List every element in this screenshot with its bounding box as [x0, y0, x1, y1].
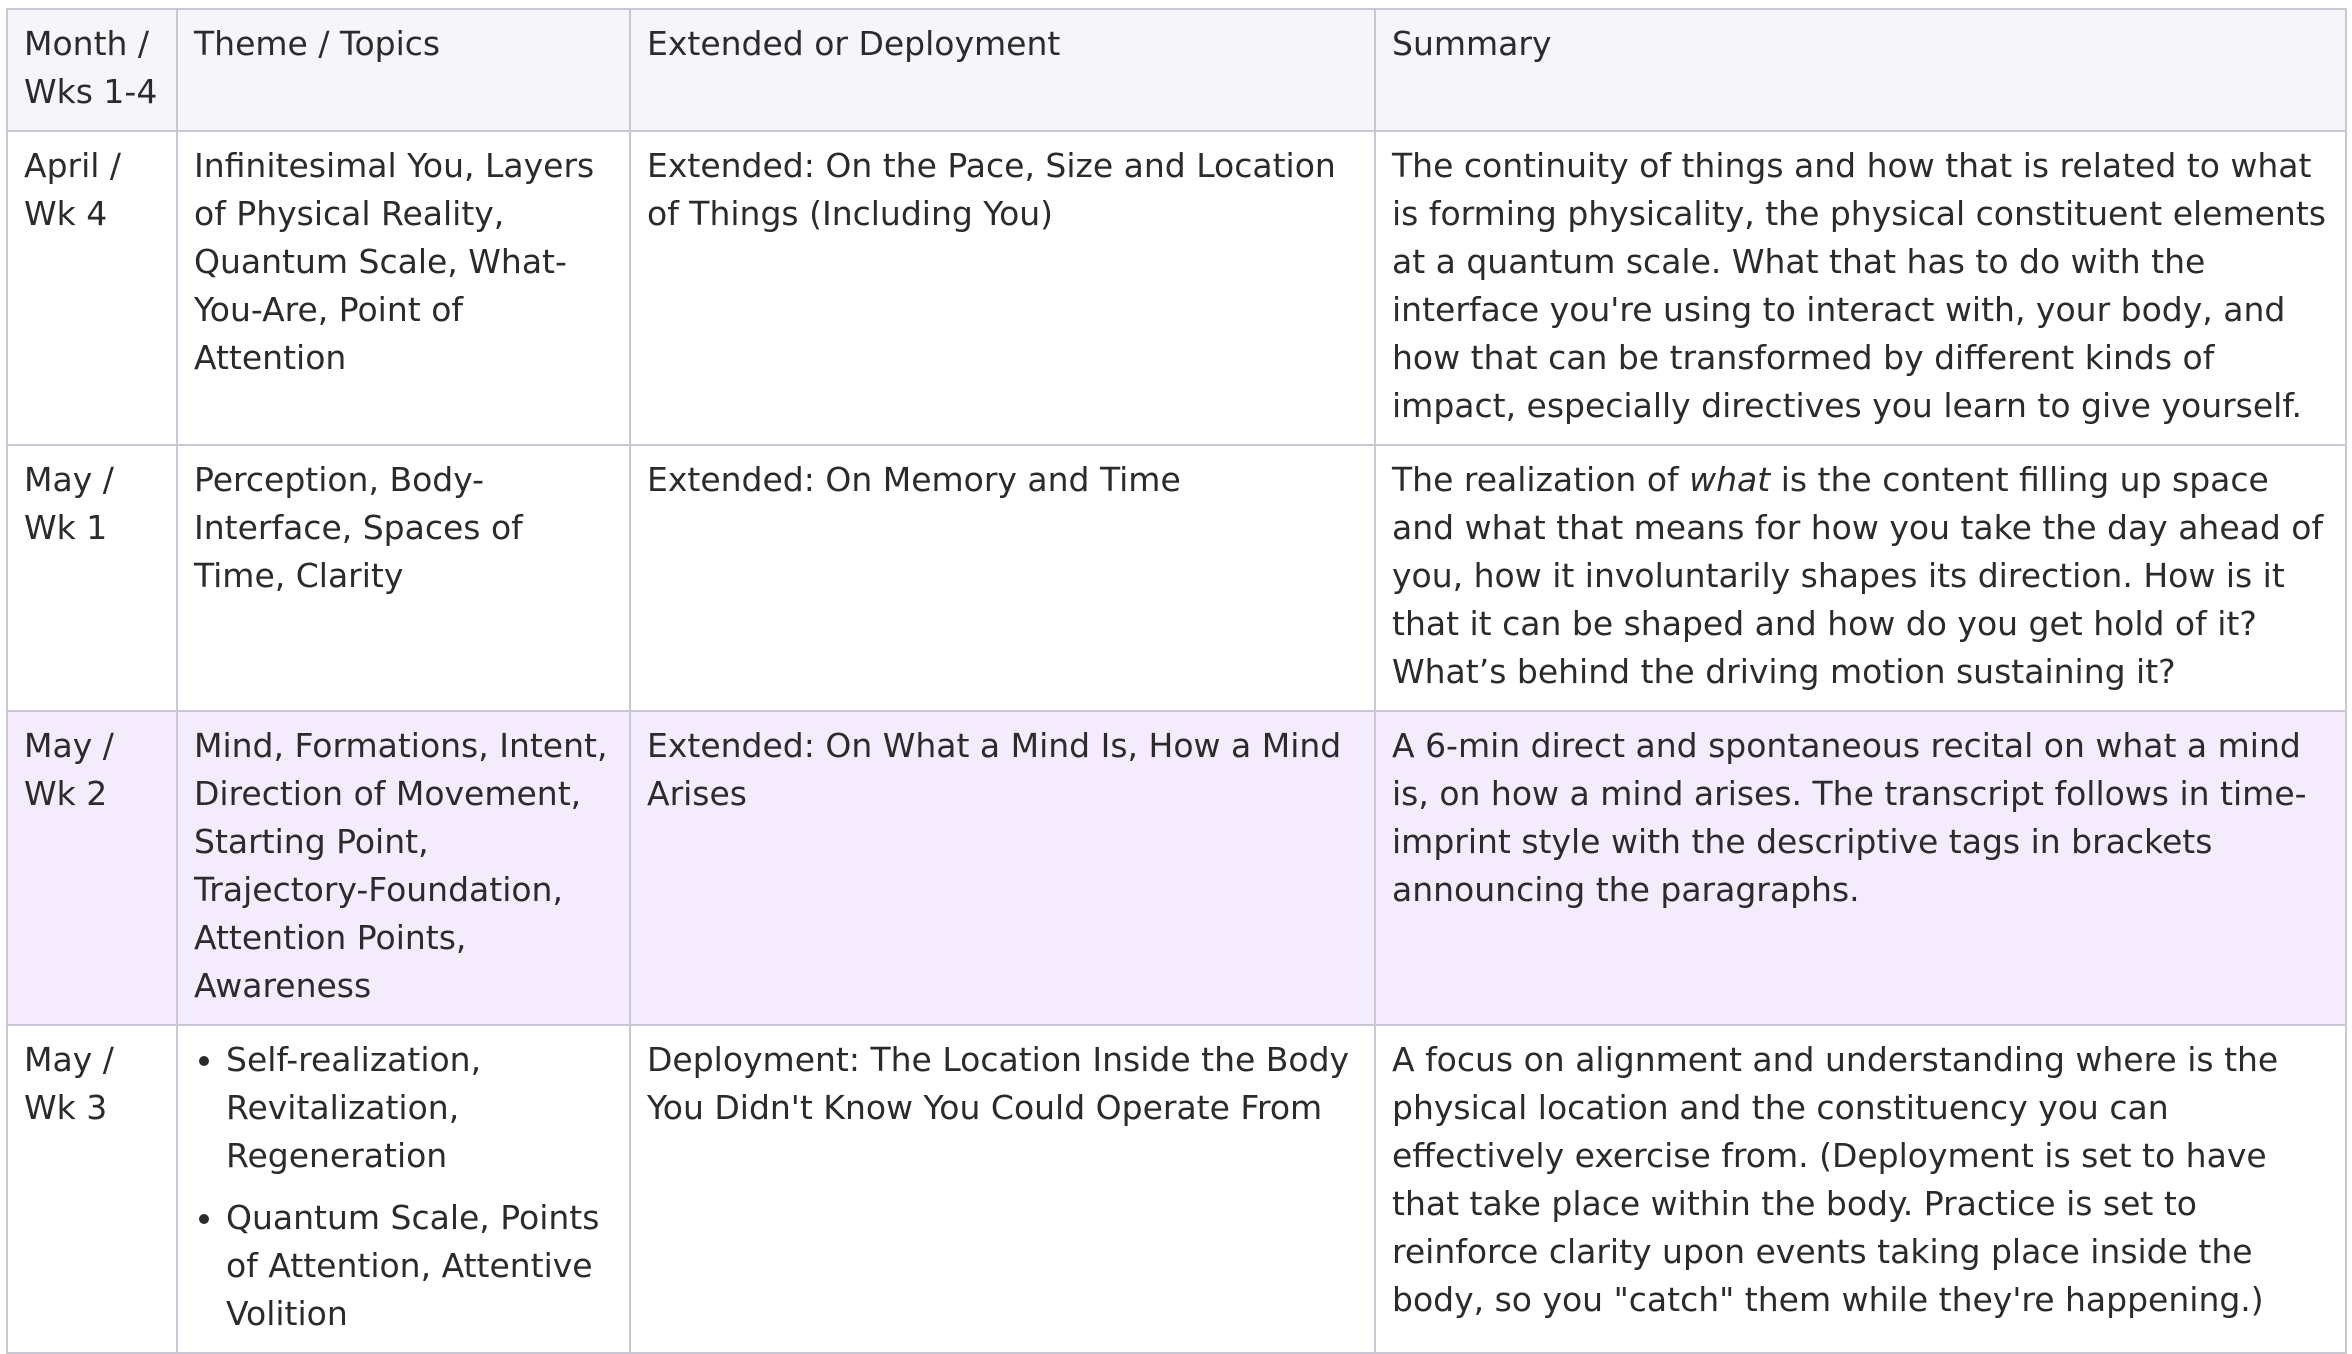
- header-summary: Summary: [1375, 9, 2346, 131]
- cell-month: May / Wk 1: [7, 445, 177, 711]
- table-row: [7, 1025, 2346, 1353]
- list-item: • Quantum Scale, Points of Attention, Attentive Volition: [226, 1194, 613, 1338]
- summary-text-pre: The realization of: [1392, 460, 1690, 499]
- table-row-highlighted: [7, 711, 2346, 1025]
- cell-mode: Deployment: The Location Inside the Body You Didn't Know You Could Operate From: [630, 1025, 1375, 1353]
- cell-summary: The continuity of things and how that is related to what is forming physicality, the physical constituent elements at a quantum scale. What that has to do with the interface you're using to interact with, your body, and how that can be transformed by different kinds of impact, especially directives you learn to give yourself.: [1375, 131, 2346, 445]
- cell-topics: Mind, Formations, Intent, Direction of Movement, Starting Point, Trajectory-Foundation, Attention Points, Awareness: [177, 711, 630, 1025]
- cell-topics: Infinitesimal You, Layers of Physical Reality, Quantum Scale, What-You-Are, Point of Attention: [177, 131, 630, 445]
- cell-summary: A focus on alignment and understanding where is the physical location and the constituency you can effectively exercise from. (Deployment is set to have that take place within the body. Practice is set to reinforce clarity upon events taking place inside the body, so you "catch" them while they're happening.): [1375, 1025, 2346, 1353]
- cell-mode: Extended: On Memory and Time: [630, 445, 1375, 711]
- cell-topics: Perception, Body-Interface, Spaces of Time, Clarity: [177, 445, 630, 711]
- summary-text-post: is the content filling up space and what that means for how you take the day ahead of you, how it involuntarily shapes its direction. How is it that it can be shaped and how do you get hold of it? What’s behind the driving motion sustaining it?: [1392, 460, 2324, 691]
- cell-mode: Extended: On the Pace, Size and Location of Things (Including You): [630, 131, 1375, 445]
- header-theme: Theme / Topics: [177, 9, 630, 131]
- table-row: [7, 131, 2346, 445]
- cell-month: May / Wk 3: [7, 1025, 177, 1353]
- cell-month: April / Wk 4: [7, 131, 177, 445]
- schedule-table-container: [6, 8, 2345, 1333]
- cell-summary: [1375, 445, 2346, 711]
- header-mode: Extended or Deployment: [630, 9, 1375, 131]
- list-item: • Self-realization, Revitalization, Regeneration: [226, 1036, 613, 1180]
- schedule-table: [6, 8, 2347, 1354]
- cell-topics: [177, 1025, 630, 1353]
- header-month: Month / Wks 1-4: [7, 9, 177, 131]
- table-row: [7, 445, 2346, 711]
- topics-bullet-list: [194, 1036, 613, 1338]
- header-row: [7, 9, 2346, 131]
- cell-summary: A 6-min direct and spontaneous recital on what a mind is, on how a mind arises. The transcript follows in time-imprint style with the descriptive tags in brackets announcing the paragraphs.: [1375, 711, 2346, 1025]
- cell-month: May / Wk 2: [7, 711, 177, 1025]
- summary-emphasis: what: [1689, 460, 1771, 499]
- cell-mode: Extended: On What a Mind Is, How a Mind Arises: [630, 711, 1375, 1025]
